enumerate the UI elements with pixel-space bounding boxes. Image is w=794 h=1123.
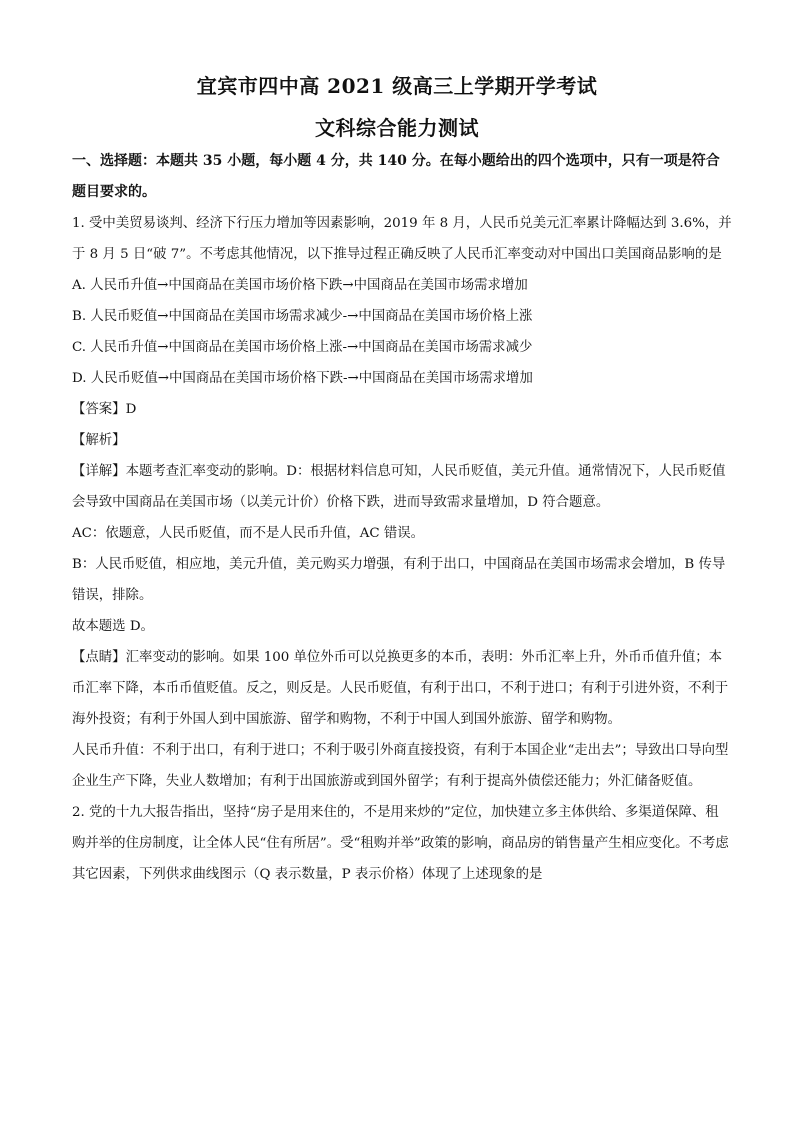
- ac-explanation: AC：依题意，人民币贬值，而不是人民币升值，AC 错误。: [72, 526, 425, 541]
- tip-text: 汇率变动的影响。如果 100 单位外币可以兑换更多的本币，表明：外币汇率上升，外币币值升值；本币汇率下降，本币币值贬值。反之，则反是。人民币贬值，有利于出口，不利于进口；有利于引进外资，不利于海外投资；有利于外国人到中国旅游、留学和购物，不利于中国人到国外旅游、留学和购物。: [72, 650, 729, 727]
- page-title: 宜宾市四中高 2021 级高三上学期开学考试: [196, 74, 598, 98]
- answer-line: [72, 394, 732, 425]
- document-body: [72, 146, 732, 890]
- tip-paragraph-2: 人民币升值：不利于出口，有利于进口；不利于吸引外商直接投资，有利于本国企业“走出去”；导致出口导向型 企业生产下降，失业人数增加；有利于出国旅游或到国外留学；有利于提高外债偿还能力；外汇储备贬值。: [72, 743, 729, 789]
- conclusion: 故本题选 D。: [72, 619, 154, 634]
- detail-text: 本题考查汇率变动的影响。D：根据材料信息可知，人民币贬值，美元升值。通常情况下，人民币贬值会导致中国商品在美国市场（以美元计价）价格下跌，进而导致需求量增加，D 符合题意。: [72, 464, 726, 510]
- page-subtitle: 文科综合能力测试: [315, 116, 479, 140]
- analysis-tag: 【解析】: [72, 433, 126, 448]
- answer-value: D: [125, 402, 137, 417]
- tip-tag: 【点睛】: [72, 650, 126, 665]
- section-heading: 一、选择题：本题共 35 小题，每小题 4 分，共 140 分。在每小题给出的四个选项中，只有一项是符合题目要求的。: [72, 153, 720, 200]
- question-1-option-d: D. 人民币贬值→中国商品在美国市场价格下跌-→中国商品在美国市场需求增加: [72, 371, 533, 386]
- question-2-stem: 2. 党的十九大报告指出，坚持“房子是用来住的，不是用来炒的”定位，加快建立多主体供给、多渠道保障、租购并举的住房制度，让全体人民“住有所居”。受“租购并举”政策的影响，商品房的销售量产生相应变化。不考虑其它因素，下列供求曲线图示（Q 表示数量，P 表示价格）体现了上述现象的是: [72, 805, 729, 882]
- b-explanation: B：人民币贬值，相应地，美元升值，美元购买力增强，有利于出口，中国商品在美国市场需求会增加，B 传导错误，排除。: [72, 557, 726, 603]
- answer-tag: 【答案】: [72, 402, 126, 417]
- question-1-stem: 1. 受中美贸易谈判、经济下行压力增加等因素影响，2019 年 8 月，人民币兑美元汇率累计降幅达到 3.6%，并于 8 月 5 日“破 7”。不考虑其他情况，以下推导过程正确反映了人民币汇率变动对中国出口美国商品影响的是: [72, 216, 732, 262]
- tip-paragraph: [72, 642, 732, 735]
- question-1-option-a: A. 人民币升值→中国商品在美国市场价格下跌→中国商品在美国市场需求增加: [72, 278, 528, 293]
- question-1-option-c: C. 人民币升值→中国商品在美国市场价格上涨-→中国商品在美国市场需求减少: [72, 340, 533, 355]
- detail-tag: 【详解】: [72, 464, 126, 479]
- question-1-option-b: B. 人民币贬值→中国商品在美国市场需求减少-→中国商品在美国市场价格上涨: [72, 309, 533, 324]
- detail-paragraph: [72, 456, 732, 518]
